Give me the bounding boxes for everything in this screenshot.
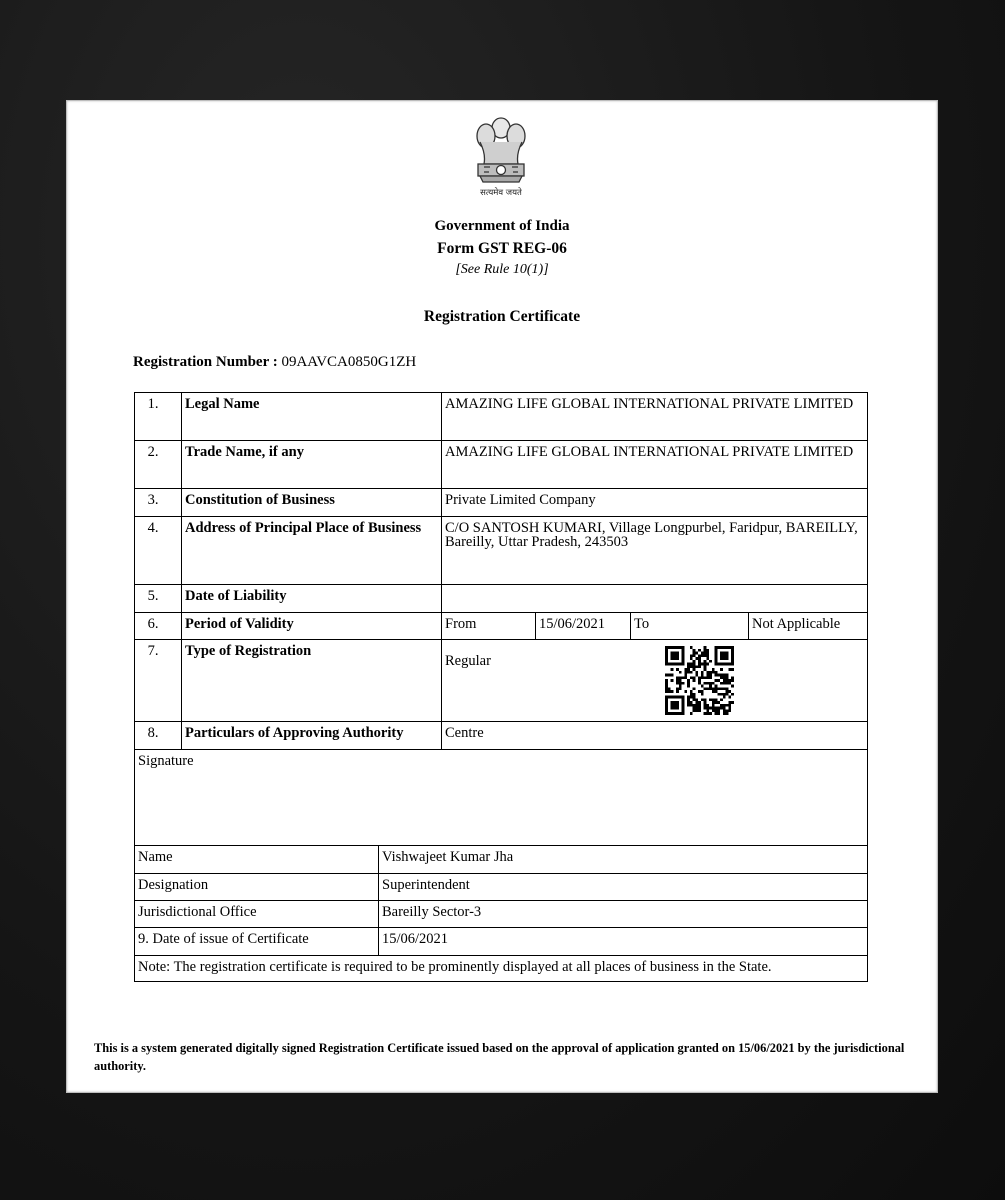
row-number: 4. <box>135 517 182 585</box>
table-row <box>135 846 868 874</box>
officer-designation: Superintendent <box>379 874 868 901</box>
signature-label: Signature <box>135 750 868 846</box>
table-row <box>135 722 868 750</box>
table-row <box>135 874 868 901</box>
table-row <box>135 613 868 640</box>
table-row <box>135 640 868 722</box>
name-label: Name <box>135 846 379 874</box>
rule-reference: [See Rule 10(1)] <box>455 262 549 277</box>
issue-date-label: 9. Date of issue of Certificate <box>135 928 379 956</box>
qr-code-icon[interactable] <box>661 646 738 715</box>
officer-name: Vishwajeet Kumar Jha <box>379 846 868 874</box>
validity-label: Period of Validity <box>182 613 442 640</box>
certificate-title: Registration Certificate <box>423 308 581 325</box>
approving-authority-value: Centre <box>442 722 868 750</box>
trade-name-label: Trade Name, if any <box>182 441 442 489</box>
table-row <box>135 441 868 489</box>
row-number: 8. <box>135 722 182 750</box>
date-of-liability-value <box>442 585 868 613</box>
row-number: 3. <box>135 489 182 517</box>
designation-label: Designation <box>135 874 379 901</box>
registration-number: 09AAVCA0850G1ZH <box>281 354 417 370</box>
validity-to-date: Not Applicable <box>749 613 868 640</box>
table-row <box>135 928 868 956</box>
legal-name-label: Legal Name <box>182 393 442 441</box>
registration-type-cell <box>442 640 868 722</box>
constitution-value: Private Limited Company <box>442 489 868 517</box>
legal-name-value: AMAZING LIFE GLOBAL INTERNATIONAL PRIVATE LIMITED <box>442 393 868 441</box>
table-row <box>135 956 868 982</box>
table-row <box>135 517 868 585</box>
registration-type-label: Type of Registration <box>182 640 442 722</box>
table-row <box>135 489 868 517</box>
row-number: 7. <box>135 640 182 722</box>
table-row <box>135 750 868 846</box>
table-row <box>135 393 868 441</box>
date-of-liability-label: Date of Liability <box>182 585 442 613</box>
table-row <box>135 901 868 928</box>
constitution-label: Constitution of Business <box>182 489 442 517</box>
form-title: Form GST REG-06 <box>437 240 567 257</box>
government-title: Government of India <box>434 218 570 234</box>
trade-name-value: AMAZING LIFE GLOBAL INTERNATIONAL PRIVATE LIMITED <box>442 441 868 489</box>
address-label: Address of Principal Place of Business <box>182 517 442 585</box>
issue-date: 15/06/2021 <box>379 928 868 956</box>
signature-table <box>134 749 868 982</box>
registration-number-line <box>133 354 416 371</box>
row-number: 5. <box>135 585 182 613</box>
validity-to-label: To <box>631 613 749 640</box>
registration-type-value: Regular <box>445 653 491 669</box>
ashoka-emblem-icon <box>466 112 536 200</box>
jurisdictional-office-label: Jurisdictional Office <box>135 901 379 928</box>
row-number: 2. <box>135 441 182 489</box>
display-note: Note: The registration certificate is required to be prominently displayed at all places of business in the State. <box>135 956 868 982</box>
jurisdictional-office: Bareilly Sector-3 <box>379 901 868 928</box>
row-number: 6. <box>135 613 182 640</box>
validity-from-date: 15/06/2021 <box>536 613 631 640</box>
system-generated-footer: This is a system generated digitally signed Registration Certificate issued based on the approval of application granted on 15/06/2021 by the jurisdictional authority. <box>94 1041 905 1073</box>
row-number: 1. <box>135 393 182 441</box>
emblem-motto: सत्यमेव जयते <box>480 188 522 198</box>
registration-details-table <box>134 392 868 750</box>
certificate-page <box>67 101 937 1092</box>
approving-authority-label: Particulars of Approving Authority <box>182 722 442 750</box>
table-row <box>135 585 868 613</box>
address-value: C/O SANTOSH KUMARI, Village Longpurbel, Faridpur, BAREILLY, Bareilly, Uttar Pradesh, 243503 <box>442 517 868 585</box>
registration-number-label: Registration Number : <box>133 354 278 370</box>
validity-from-label: From <box>442 613 536 640</box>
